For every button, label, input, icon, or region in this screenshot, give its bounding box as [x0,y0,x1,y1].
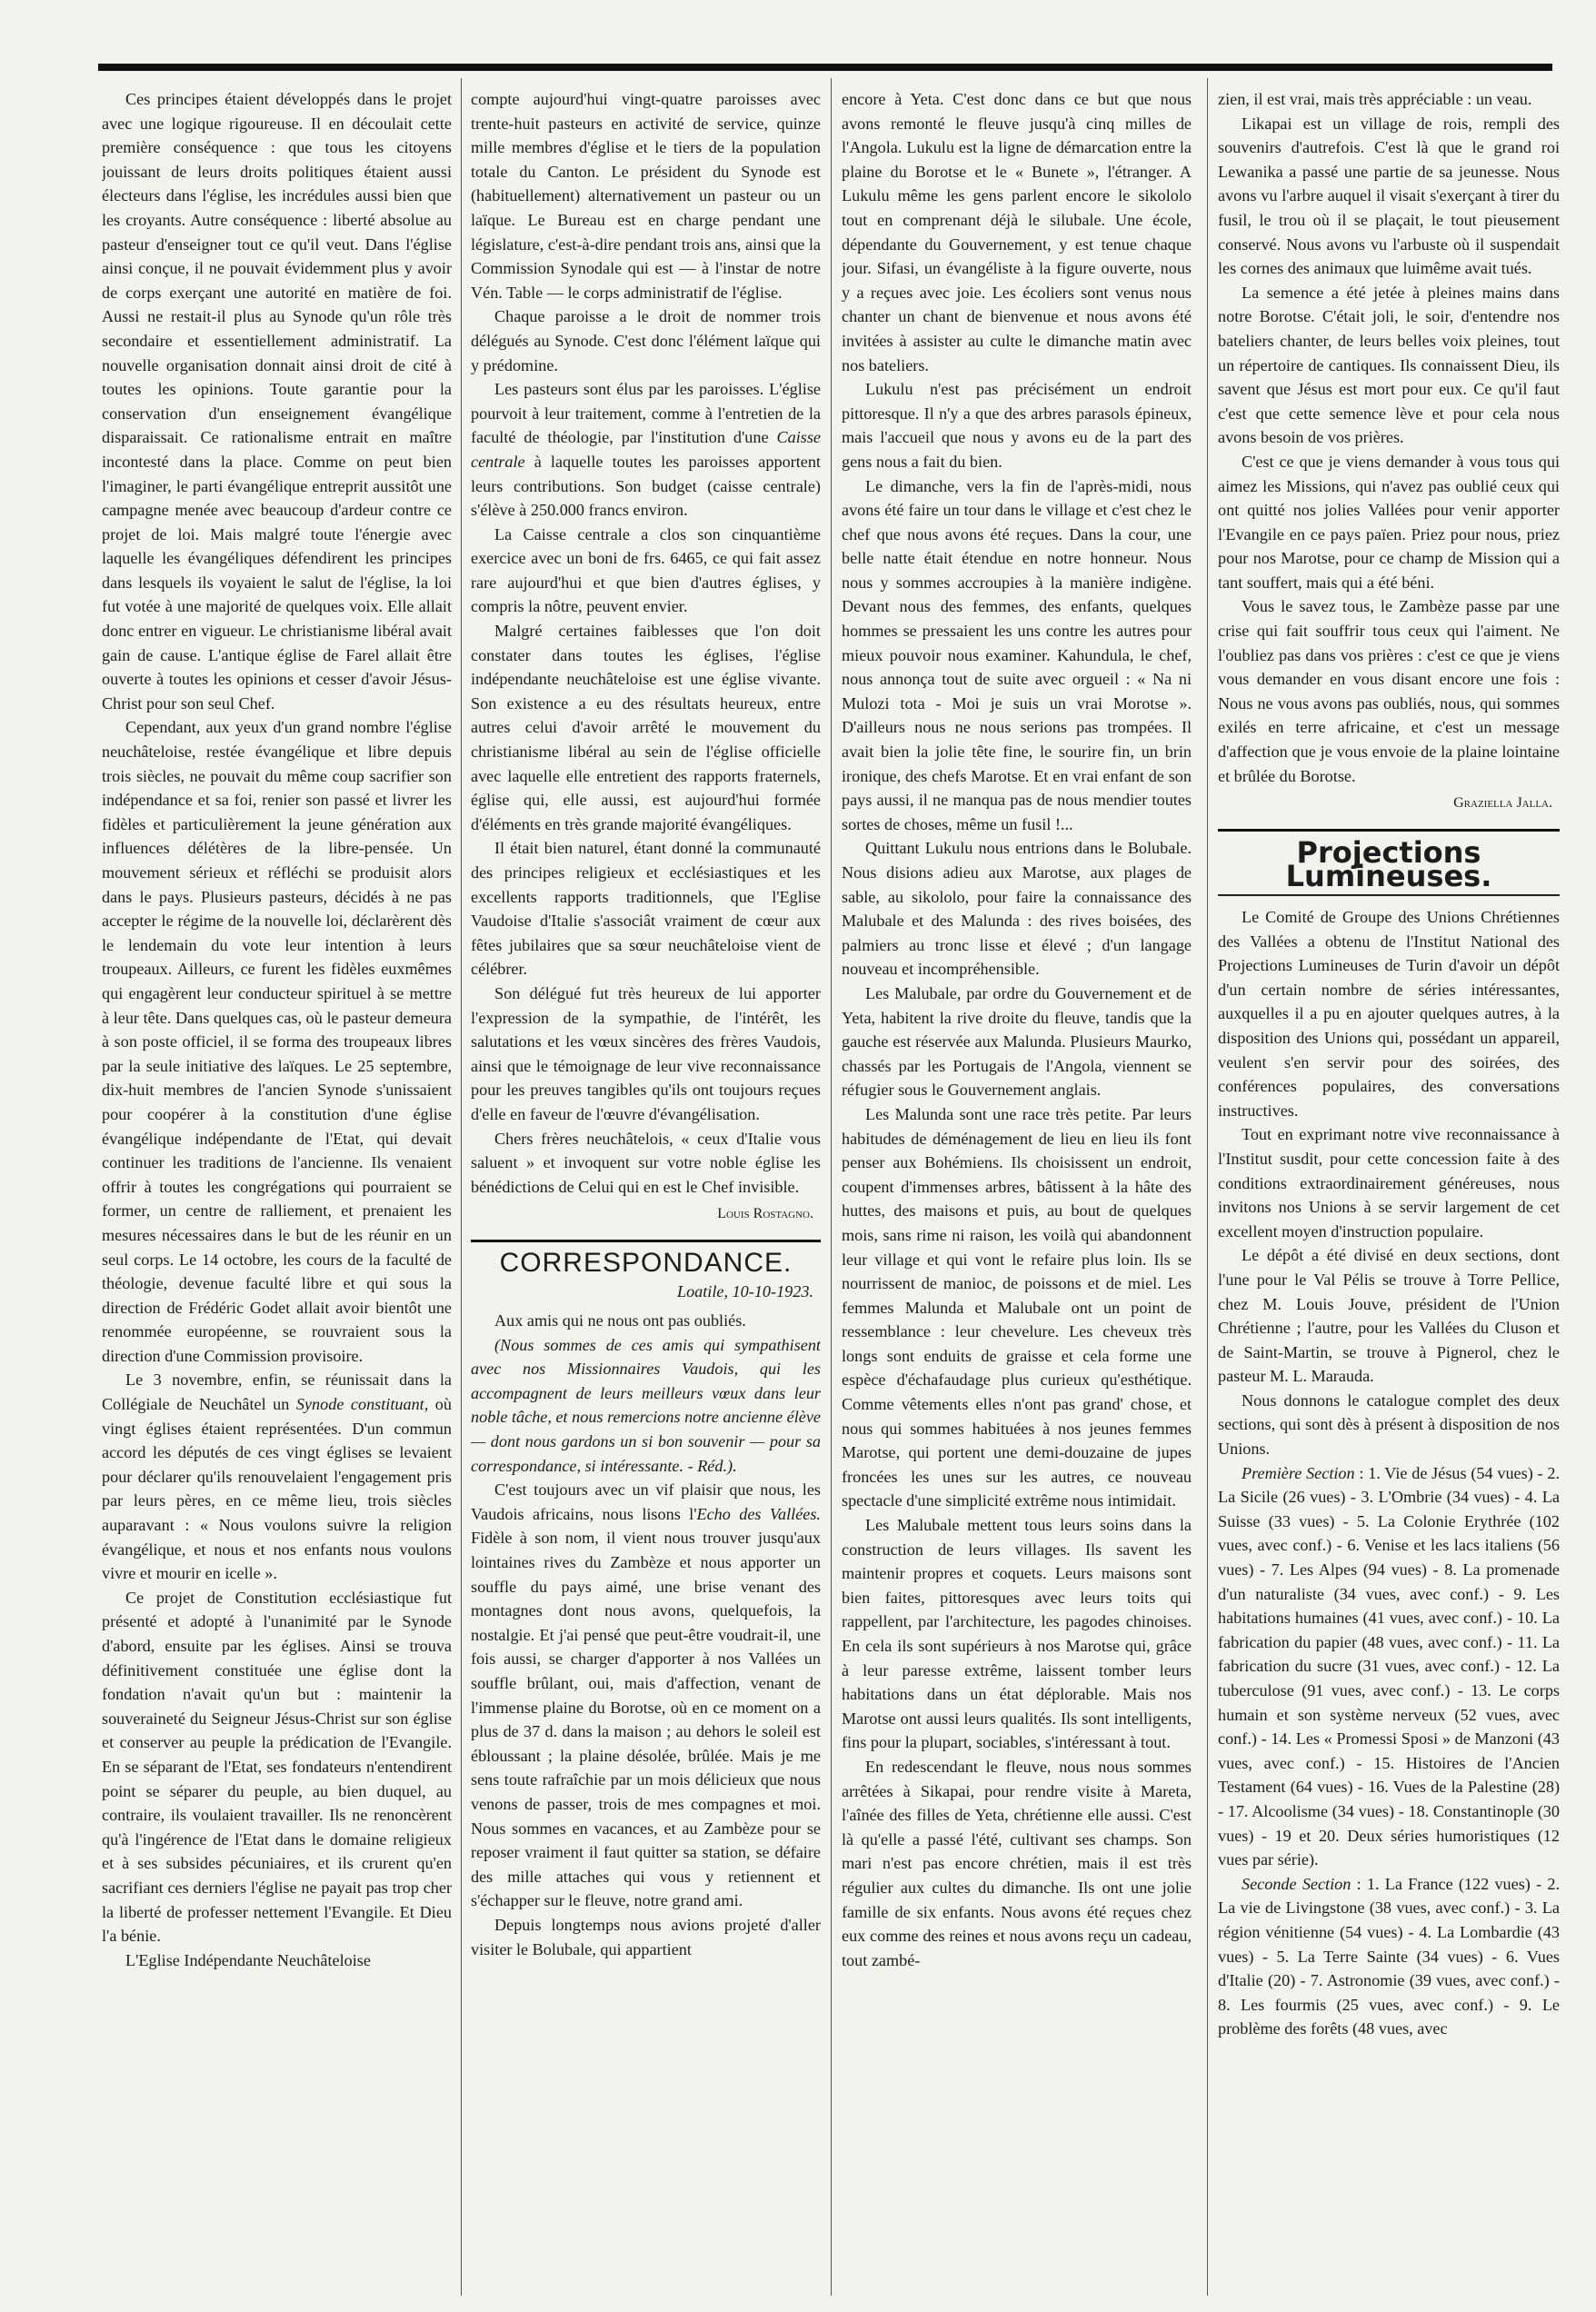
column-3 [842,87,1192,2305]
paragraph: compte aujourd'hui vingt-quatre paroisses avec trente-huit pasteurs en activité de service, quinze mille membres d'église et le tiers de la population totale du Canton. Le président du Synode est (habituellement) alternativement un pasteur ou un laïque. Le Bureau est en charge pendant une législature, c'est-à-dire pendant trois ans, ainsi que la Commission Synodale qui est — à l'instar de notre Vén. Table — le corps administratif de l'église. [471,90,821,302]
editor-note [471,1333,821,1479]
emphasis: Synode constituant, [295,1395,429,1414]
section-rule [471,1240,821,1242]
paragraph: Aux amis qui ne nous ont pas oubliés. [494,1311,746,1330]
dateline: Loatile, 10-10-1923. [676,1281,813,1300]
text-run: : 1. Vie de Jésus (54 vues) - 2. La Sicile (26 vues) - 3. L'Ombrie (34 vues) - 4. La Suisse (33 vues) - 5. La Colonie Erythrée (102 vues, avec conf.) - 6. Venise et les lacs italiens (56 vues) - 7. Les Alpes (94 vues) - 8. La promenade d'un naturaliste (34 vues, avec conf.) - 9. Les habitations humaines (41 vues, avec conf.) - 10. La fabrication du papier (48 vues, avec conf.) - 11. La fabrication du sucre (31 vues, avec conf.) - 12. La tuberculose (91 vues, avec conf.) - 13. Le corps humain et son système nerveux (52 vues, avec conf.) - 14. Les « Promessi Sposi » de Manzoni (43 vues, avec conf.) - 15. Histoires de l'Ancien Testament (64 vues) - 16. Vues de la Palestine (28) - 17. Alcoolisme (34 vues) - 18. Constantinople (30 vues) - 19 et 20. Deux séries humoristiques (12 vues par série). [1218,1463,1560,1869]
catalogue-section-1 [1218,1461,1560,1872]
paragraph: Ce projet de Constitution ecclésiastique fut présenté et adopté à l'unanimité par le Synode d'abord, ensuite par les églises. Ainsi se trouva définitivement constituée une église dont la fondation n'avait qu'un but : maintenir la souveraineté du Seigneur Jésus-Christ sur son église et conserver au peuple la prédication de l'Evangile. En se séparant de l'Etat, ses fondateurs n'entendirent point se séparer du peuple, au bien duquel, au contraire, ils voulaient travailler. Ils ne renoncèrent qu'à l'ingérence de l'Etat dans le domaine religieux et à ses subsides pécuniaires, et ils crurent qu'en sacrifiant ces derniers l'église ne payait pas trop cher la liberté de professer nettement l'Evangile. Et Dieu l'a bénie. [102,1588,452,1946]
emphasis: Caisse centrale [471,428,821,471]
text-run: Fidèle à son nom, il vient nous trouver jusqu'aux lointaines rives du Zambèze et nous apporter un souffle du pays aimé, une brise venant des montagnes dont nous avons, quelquefois, la nostalgie. Et j'ai pensé que peut-être voudrait-il, une fois aussi, se charger d'apporter à nos Vallées un souffle brûlant, oui, mais d'affection, venant de l'immense plaine du Borotse, où en ce moment on a plus de 37 d. dans la maison ; au dehors le soleil est ébloussant ; la plaine désolée, brûlée. Mais je me sens toute rafraîchie par un mois délicieux que nous venons de passer, trois de mes compagnes et moi. Nous sommes en vacances, et au Zambèze pour se reposer vraiment il faut quitter sa station, se défaire des mille attaches qui vous y retiennent et s'échapper sur le fleuve, notre grand ami. [471,1529,821,1910]
column-4 [1218,87,1560,2305]
text-run: Les pasteurs sont élus par les paroisses. L'église pourvoit à leur traitement, comme à l'entretien de la faculté de théologie, par l'institution d'une [471,380,821,447]
text-run: C'est toujours avec un vif plaisir que nous, les Vaudois africains, nous lisons l' [471,1480,821,1523]
column-divider [1207,78,1208,2296]
paragraph: Nous donnons le catalogue complet des deux sections, qui sont dès à présent à disposition de nos Unions. [1218,1390,1560,1459]
paragraph: Cependant, aux yeux d'un grand nombre l'église neuchâteloise, restée évangélique et libre depuis trois siècles, ne pouvait du même coup sacrifier son indépendance et sa foi, renier son passé et livrer les fidèles et particulièrement la jeune génération aux influences délétères de la libre-pensée. Un mouvement sérieux et réfléchi se produisit alors dans le pays. Plusieurs pasteurs, décidés à ne pas accepter le régime de la nouvelle loi, déclarèrent dès le lendemain du vote leur intention à leurs troupeaux. Ailleurs, ce furent les fidèles euxmêmes qui engagèrent leur conducteur spirituel à se mettre à leur tête. Dans quelques cas, où le pasteur demeura à son poste officiel, il se forma des troupeaux libres par la seule initiative des laïques. Le 25 septembre, dix-huit membres de l'ancien Synode s'unissaient pour coopérer à la constitution d'une église évangélique indépendante de l'Etat, qui devait continuer les traditions de l'ancienne. Ils venaient offrir à toutes les congrégations qui pourraient se former, un centre de ralliement, et prenaient les mesures nécessaires dans le but de les réunir en un seul corps. Le 14 octobre, les cours de la faculté de théologie, devenue faculté libre et qui sous la direction de Frédéric Godet allait avoir bientôt une renommée européenne, se rouvraient sous la direction d'une Commission provisoire. [102,718,452,1365]
paragraph: Le dimanche, vers la fin de l'après-midi, nous avons été faire un tour dans le village et c'est chez le chef que nous avons été reçues. Dans la cour, une belle natte était étendue en notre honneur. Nous nous y sommes accroupies à la manière indigène. Devant nous des femmes, des enfants, quelques hommes se pressaient les uns contre les autres pour mieux pouvoir nous examiner. Kahundula, le chef, nous annonça tout de suite avec orgueil : « Na ni Mulozi tota - Moi je suis un vrai Morotse ». D'ailleurs nous ne nous serions pas trompées. Il avait bien la jolie tête fine, le sourire fin, un brin ironique, des chefs Marotse. Et en vrai enfant de son pays aussi, il ne manqua pas de nous mendier toutes sortes de choses, même un fusil !... [842,476,1192,833]
paragraph [471,377,821,523]
text-run: où vingt églises étaient représentées. D'un commun accord les députés de ces vingt églises se levaient pour déclarer qu'ils renouvelaient l'engagement pris par leurs pères, en ce même lieu, trois siècles auparavant : « Nous voulons suivre la religion évangélique, et nous et nos enfants nous voulons vivre et mourir en icelle ». [102,1395,452,1583]
section-label: Première Section [1242,1463,1355,1482]
paragraph: Quittant Lukulu nous entrions dans le Bolubale. Nous disions adieu aux Marotse, aux plages de sable, au sikololo, pour faire la connaissance des Malubale et des Malunda : des rives boisées, des palmiers au tronc lisse et élevé ; d'un langage nouveau et incompréhensible. [842,839,1192,979]
paragraph: Likapai est un village de rois, rempli des souvenirs d'autrefois. C'est là que le grand roi Lewanika a passé une partie de sa jeunesse. Nous avons vu l'arbre auquel il visait s'exerçant à tirer du fusil, le trou où il se plaçait, le tout pieusement conservé. Nous avons vu l'arbuste où il suspendait les cornes des animaux que luimême avait tués. [1218,114,1560,278]
paragraph: C'est ce que je viens demander à vous tous qui aimez les Missions, qui n'avez pas oublié ceux qui ont quitté nos jolies Vallées pour venir apporter l'Evangile en ce pays païen. Priez pour nous, priez pour nos Marotse, pour ce champ de Mission qui a tant souffert, mais qui a été béni. [1218,452,1560,592]
paragraph: La semence a été jetée à pleines mains dans notre Borotse. C'était joli, le soir, d'entendre nos bateliers chanter, de leurs belles voix pleines, tout un répertoire de cantiques. Ils connaissent Dieu, ils savent que Jésus est mort pour eux. Ce qu'il faut c'est que cette semence lève et pour cela nous avons besoin de vos prières. [1218,283,1560,447]
top-rule [98,64,1552,71]
paragraph: Les Malubale mettent tous leurs soins dans la construction de leurs villages. Ils savent les maintenir propres et coquets. Leurs maisons sont bien faites, pittoresques avec leurs toits qui rappellent, par l'architecture, les pagodes chinoises. En cela ils sont supérieurs à nos Marotse qui, grâce à leur paresse extrême, laissent tomber leurs habitations dans un état déplorable. Mais nos Marotse ont aussi leurs qualités. Ils sont intelligents, fins pour la plupart, sociables, s'intéressant à tout. [842,1516,1192,1752]
column-1 [102,87,452,2305]
paragraph: Lukulu n'est pas précisément un endroit pittoresque. Il n'y a que des arbres parasols épineux, mais l'accueil que nous y avons eu de la part des gens nous a fait du bien. [842,380,1192,471]
section-rule [1218,894,1560,896]
catalogue-section-2 [1218,1872,1560,2041]
column-divider [461,78,462,2296]
paragraph [102,1368,452,1585]
column-divider [831,78,832,2296]
paragraph: Chers frères neuchâtelois, « ceux d'Italie vous saluent » et invoquent sur votre noble église les bénédictions de Celui qui en est le Chef invisible. [471,1129,821,1196]
text-run: Le 3 novembre, enfin, se réunissait dans la Collégiale de Neuchâtel un [102,1370,452,1414]
paragraph [471,1478,821,1913]
correspondance-title: CORRESPONDANCE. [499,1247,793,1278]
paragraph: Les Malunda sont une race très petite. Par leurs habitudes de déménagement de lieu en lieu ils font penser aux Bohémiens. Ils choisissent un endroit, coupent d'immenses arbres, bâtissent à la hâte des huttes, des maisons et puis, au bout de quelques mois, sans rime ni raison, les voilà qui abandonnent leur village et qui vont le refaire plus loin. Ils se nourrissent de manioc, de poissons et de miel. Les femmes Malunda et Malubale ont un point de ressemblance : leur chevelure. Les cheveux très longs sont enduits de graisse et cela forme une espèce d'échafaudage plus curieux qu'esthétique. Comme vêtements elles n'ont pas grand' chose, et nous qui sommes habituées à nos jeunes femmes Marotse, qui portent une demi-douzaine de jupes froncées les unes sur les autres, ce nouveau spectacle d'une simplicité extrême nous intimidait. [842,1104,1192,1510]
paragraph: Depuis longtemps nous avions projeté d'aller visiter le Bolubale, qui appartient [471,1915,821,1958]
paragraph: encore à Yeta. C'est donc dans ce but que nous avons remonté le fleuve jusqu'à cinq milles de l'Angola. Lukulu est la ligne de démarcation entre la plaine du Borotse et le « Bunete », l'étranger. A Lukulu même les gens parlent encore le sikololo tout en comprenant déjà le silubale. Une école, dépendante du Gouvernement, y est tenue chaque jour. Sifasi, un évangéliste à la figure ouverte, nous y a reçues avec joie. Les écoliers sont venus nous chanter un chant de bienvenue et nous avons été invitées à assister au culte le dimanche matin avec nos bateliers. [842,90,1192,374]
signature-jalla: Graziella Jalla. [1453,795,1552,812]
projections-title: Projections Lumineuses. [1285,834,1492,894]
column-2 [471,87,821,2305]
paragraph: L'Eglise Indépendante Neuchâteloise [125,1950,371,1969]
paragraph: Chaque paroisse a le droit de nommer trois délégués au Synode. C'est donc l'élément laïque qui y prédomine. [471,307,821,374]
signature-rostagno: Louis Rostagno. [717,1206,813,1222]
paragraph: Vous le savez tous, le Zambèze passe par une crise qui fait souffrir tous ceux qui l'aiment. Ne l'oubliez pas dans vos prières : c'est ce que je viens vous demander en vous disant encore une fois : Nous ne vous avons pas oubliés, nous, qui sommes exilés en terre africaine, et c'est un message d'affection que je vous envoie de la plaine lointaine et brûlée du Borotse. [1218,597,1560,785]
paragraph: Le Comité de Groupe des Unions Chrétiennes des Vallées a obtenu de l'Institut National des Projections Lumineuses de Turin d'avoir un dépôt d'un certain nombre de séries intéressantes, auxquelles il a pu en ajouter quelques autres, à la disposition des Unions qui, possédant un appareil, veulent s'en servir pour des soirées, des conférences populaires, des conversations instructives. [1218,908,1560,1120]
paragraph: Malgré certaines faiblesses que l'on doit constater dans toutes les églises, l'église indépendante neuchâteloise est une église vivante. Son existence a eu des résultats heureux, entre autres celui d'avoir arrêté le mouvement du christianisme libéral au sein de l'église officielle avec laquelle elle entretient des rapports fraternels, église qui, elle aussi, est aujourd'hui formée d'éléments en très grande majorité évangéliques. [471,622,821,833]
paragraph: zien, il est vrai, mais très appréciable : un veau. [1218,90,1532,108]
paragraph: La Caisse centrale a clos son cinquantième exercice avec un boni de frs. 6465, ce qui fait assez rare aujourd'hui et que bien d'autres églises, y compris la nôtre, peuvent envier. [471,524,821,616]
text-run: à laquelle toutes les paroisses apportent leurs contributions. Son budget (caisse centrale) s'élève à 250.000 francs environ. [471,452,821,520]
emphasis: (Nous sommes de ces amis qui sympathisent avec nos Missionnaires Vaudois, qui les accompagnent de leurs meilleurs vœux dans leur noble tâche, et nous remercions notre ancienne élève — dont nous gardons un si bon souvenir — pour sa correspondance, si intéressante. - Réd.). [471,1335,821,1475]
section-rule [1218,829,1560,832]
paragraph: Les Malubale, par ordre du Gouvernement et de Yeta, habitent la rive droite du fleuve, tandis que la gauche est réservée aux Malunda. Plusieurs Maurko, chassés par les Portugais de l'Angola, viennent se réfugier sous le Gouvernement anglais. [842,983,1192,1100]
paragraph: Son délégué fut très heureux de lui apporter l'expression de la sympathie, de l'intérêt, les salutations et les vœux sincères des frères Vaudois, ainsi que le témoignage de leur vive reconnaissance pour les preuves tangibles qu'ils ont toujours reçues d'elle en faveur de l'œuvre d'évangélisation. [471,983,821,1123]
section-label: Seconde Section [1242,1874,1352,1893]
emphasis: Echo des Vallées. [696,1504,821,1523]
paragraph: Le dépôt a été divisé en deux sections, dont l'une pour le Val Pélis se trouve à Torre Pellice, chez M. Louis Jouve, président de l'Union Chrétienne ; l'autre, pour les Vallées du Cluson et de Saint-Martin, se trouve à Pignerol, chez le pasteur M. L. Marauda. [1218,1246,1560,1386]
paragraph: Ces principes étaient développés dans le projet avec une logique rigoureuse. Il en découlait cette première conséquence : que tous les citoyens jouissant de leurs droits politiques étaient aussi électeurs dans l'église, les incrédules aussi bien que les croyants. Autre conséquence : liberté absolue au pasteur d'enseigner tout ce qu'il veut. Dans l'église ainsi conçue, il ne pouvait évidemment plus y avoir de corps exerçant une autorité en matière de foi. Aussi ne restait-il plus au Synode qu'un rôle très secondaire et essentiellement administratif. La nouvelle organisation donnait ainsi droit de cité à toutes les opinions. Toute garantie pour la conservation d'un enseignement évangélique disparaissait. Ce rationalisme entrait en maître incontesté dans la place. Comme on peut bien l'imaginer, le parti évangélique entreprit aussitôt une campagne menée avec beaucoup d'ardeur contre ce projet de loi. Mais malgré toute l'énergie avec laquelle les évangéliques défendirent les principes dans lesquels ils voyaient le salut de l'église, la loi fut votée à une majorité de quelques voix. Elle allait donc entrer en vigueur. Le christianisme libéral avait gain de cause. L'antique église de Farel allait être ouverte à toutes les opinions et cesser d'avoir Jésus-Christ pour son seul Chef. [102,90,452,713]
paragraph: Il était bien naturel, étant donné la communauté des principes religieux et ecclésiastiques et les excellents rapports traditionnels, que l'Eglise Vaudoise d'Italie s'associât vraiment de cœur aux fêtes jubilaires que sa sœur neuchâteloise vient de célébrer. [471,839,821,979]
text-run: : 1. La France (122 vues) - 2. La vie de Livingstone (38 vues, avec conf.) - 3. La région vénitienne (54 vues) - 4. La Lombardie (43 vues) - 5. La Terre Sainte (34 vues) - 6. Vues d'Italie (20) - 7. Astronomie (39 vues, avec conf.) - 8. Les fourmis (25 vues, avec conf.) - 9. Le problème des forêts (48 vues, avec [1218,1874,1560,2038]
paragraph: Tout en exprimant notre vive reconnaissance à l'Institut susdit, pour cette concession faite à des conditions extraordinairement généreuses, nous invitons nos Unions à se servir largement de cet excellent moyen d'instruction populaire. [1218,1125,1560,1241]
paragraph: En redescendant le fleuve, nous nous sommes arrêtées à Sikapai, pour rendre visite à Mareta, l'aînée des filles de Yeta, chrétienne elle aussi. C'est là qu'elle a passé l'été, cultivant ses champs. Son mari n'est pas encore chrétien, mais il est très régulier aux cultes du dimanche. Ils ont une jolie famille de six enfants. Nous avons été reçues chez eux comme des reines et nous avons reçu un cadeau, tout zambé- [842,1757,1192,1969]
